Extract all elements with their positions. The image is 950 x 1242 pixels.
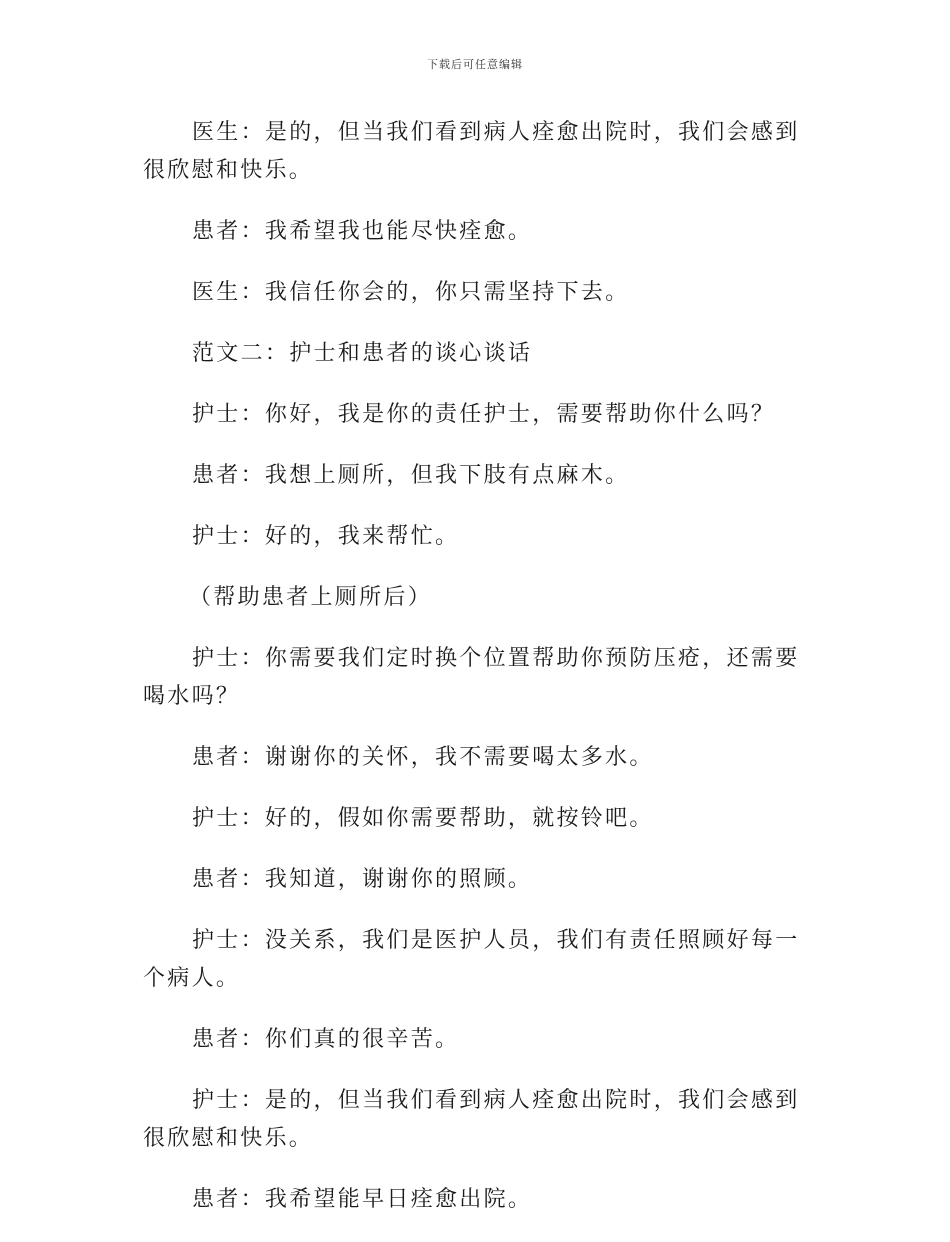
paragraph-patient-5: 患者：你们真的很辛苦。: [192, 1027, 460, 1052]
paragraph-doctor-2: 医生：我信任你会的，你只需坚持下去。: [192, 280, 630, 305]
paragraph-nurse-1: 护士：你好，我是你的责任护士，需要帮助你什么吗？: [192, 402, 776, 427]
paragraph-patient-2: 患者：我想上厕所，但我下肢有点麻木。: [192, 463, 630, 488]
paragraph-nurse-3: 护士：你需要我们定时换个位置帮助你预防压疮，还需要喝水吗？: [143, 646, 800, 709]
paragraph-doctor-1: 医生：是的，但当我们看到病人痊愈出院时，我们会感到很欣慰和快乐。: [143, 120, 800, 183]
paragraph-nurse-4: 护士：好的，假如你需要帮助，就按铃吧。: [192, 806, 654, 831]
document-body: [143, 114, 813, 1242]
paragraph-nurse-6: 护士：是的，但当我们看到病人痊愈出院时，我们会感到很欣慰和快乐。: [143, 1088, 800, 1151]
paragraph-stage-note: （帮助患者上厕所后）: [189, 585, 433, 610]
paragraph-nurse-2: 护士：好的，我来帮忙。: [192, 524, 460, 549]
section-heading: 范文二：护士和患者的谈心谈话: [192, 341, 533, 366]
paragraph-patient-3: 患者：谢谢你的关怀，我不需要喝太多水。: [192, 745, 654, 770]
paragraph-patient-6: 患者：我希望能早日痊愈出院。: [192, 1187, 533, 1212]
paragraph-patient-4: 患者：我知道，谢谢你的照顾。: [192, 867, 533, 892]
paragraph-patient-1: 患者：我希望我也能尽快痊愈。: [192, 219, 533, 244]
paragraph-nurse-5: 护士：没关系，我们是医护人员，我们有责任照顾好每一个病人。: [143, 928, 800, 991]
page-header: 下载后可任意编辑: [427, 58, 523, 71]
